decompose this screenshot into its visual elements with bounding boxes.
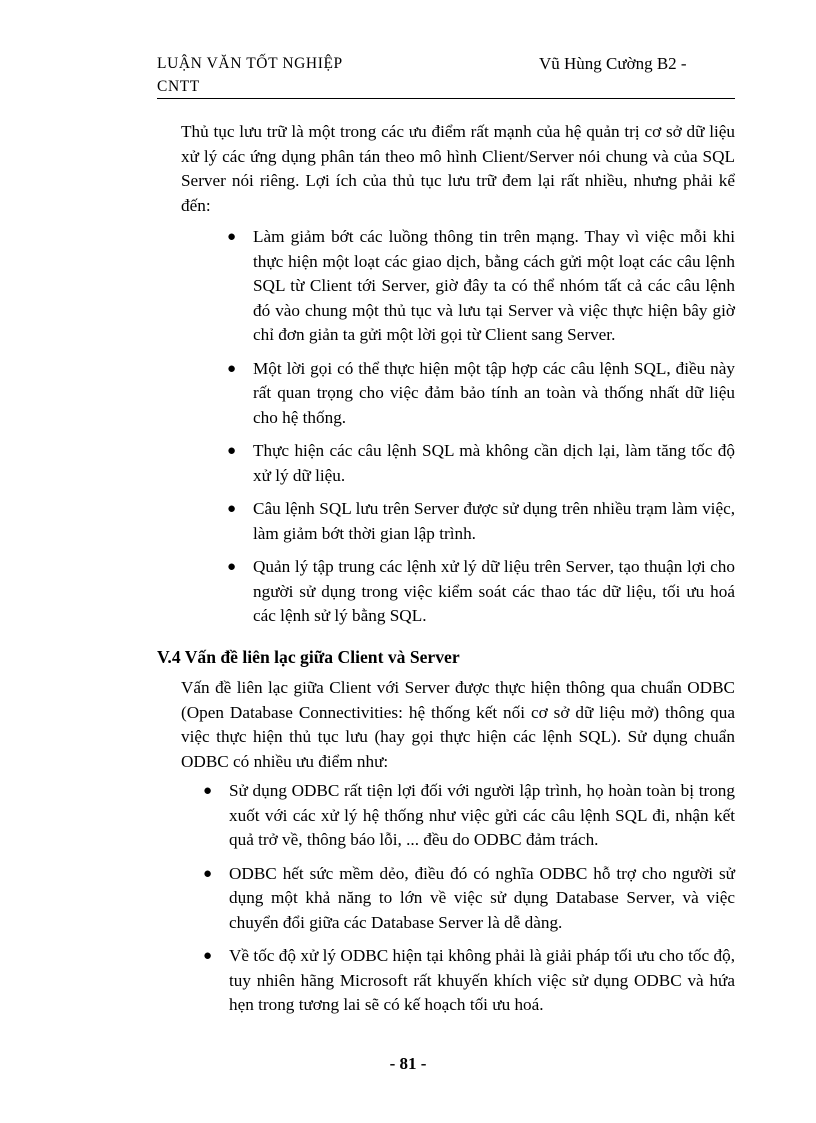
list-item-text: Câu lệnh SQL lưu trên Server được sử dụng trên nhiều trạm làm việc, làm giảm bớt thời gian lập trình. (253, 499, 735, 543)
bullet-icon: ● (227, 360, 237, 377)
list-item-text: Quản lý tập trung các lệnh xử lý dữ liệu trên Server, tạo thuận lợi cho người sử dụng trong việc kiểm soát các thao tác dữ liệu, tối ưu hoá các lệnh sử lý bằng SQL. (253, 557, 735, 625)
list-item (227, 555, 735, 629)
bullet-icon: ● (227, 229, 237, 245)
bullet-icon: ● (203, 948, 213, 964)
list-item-text: Về tốc độ xử lý ODBC hiện tại không phải là giải pháp tối ưu cho tốc độ, tuy nhiên hãng Microsoft rất khuyến khích việc sử dụng ODBC và hứa hẹn trong tương lai sẽ có kế hoạch tối ưu hoá. (229, 946, 735, 1014)
stored-procedure-benefits-list (227, 225, 735, 638)
section-heading: V.4 Vấn đề liên lạc giữa Client và Server (157, 647, 460, 667)
list-item (227, 357, 735, 431)
list-item (227, 497, 735, 546)
odbc-paragraph: Vấn đề liên lạc giữa Client với Server được thực hiện thông qua chuẩn ODBC (Open Database Connectivities: hệ thống kết nối cơ sở dữ liệu mở) thông qua việc thực hiện thủ tục lưu (hay gọi thực hiện các lệnh SQL). Sử dụng chuẩn ODBC có nhiều ưu điểm như: (181, 678, 735, 771)
list-item (203, 779, 735, 853)
bullet-icon: ● (227, 443, 237, 459)
list-item-text: Làm giảm bớt các luồng thông tin trên mạng. Thay vì việc mỗi khi thực hiện một loạt các giao dịch, bằng cách gửi một loạt các câu lệnh SQL từ Client tới Server, giờ đây ta có thể nhóm tất cả các câu lệnh đó vào chung một thủ tục và lưu tại Server và việc thực hiện bây giờ chỉ đơn giản ta gửi một lời gọi từ Client sang Server. (253, 227, 735, 344)
list-item (203, 862, 735, 936)
bullet-icon: ● (203, 865, 213, 882)
odbc-advantages-list (203, 779, 735, 1027)
page-header (157, 52, 735, 99)
thesis-title: LUẬN VĂN TỐT NGHIỆP CNTT (157, 55, 343, 95)
bullet-icon: ● (227, 501, 237, 517)
list-item-text: Thực hiện các câu lệnh SQL mà không cần dịch lại, làm tăng tốc độ xử lý dữ liệu. (253, 441, 735, 485)
page-number: - 81 - (389, 1054, 427, 1073)
list-item (227, 439, 735, 488)
list-item-text: ODBC hết sức mềm dẻo, điều đó có nghĩa ODBC hỗ trợ cho người sử dụng một khả năng to lớn về việc sử dụng Database Server, và việc chuyển đổi giữa các Database Server là dễ dàng. (229, 863, 735, 932)
list-item-text: Sử dụng ODBC rất tiện lợi đối với người lập trình, họ hoàn toàn bị trong xuốt với các xử lý hệ thống như việc gửi các câu lệnh SQL đi, nhận kết quả trở về, thông báo lỗi, ... đều do ODBC đảm trách. (229, 781, 735, 849)
list-item-text: Một lời gọi có thể thực hiện một tập hợp các câu lệnh SQL, điều này rất quan trọng cho việc đảm bảo tính an toàn và thống nhất dữ liệu cho hệ thống. (253, 358, 735, 427)
bullet-icon: ● (203, 783, 213, 799)
bullet-icon: ● (227, 559, 237, 575)
author-name: Vũ Hùng Cường B2 - (539, 54, 687, 73)
list-item (227, 225, 735, 348)
list-item (203, 944, 735, 1018)
intro-paragraph: Thủ tục lưu trữ là một trong các ưu điểm rất mạnh của hệ quản trị cơ sở dữ liệu xử lý các ứng dụng phân tán theo mô hình Client/Server nói chung và của SQL Server nói riêng. Lợi ích của thủ tục lưu trữ đem lại rất nhiều, nhưng phải kể đến: (181, 122, 735, 215)
